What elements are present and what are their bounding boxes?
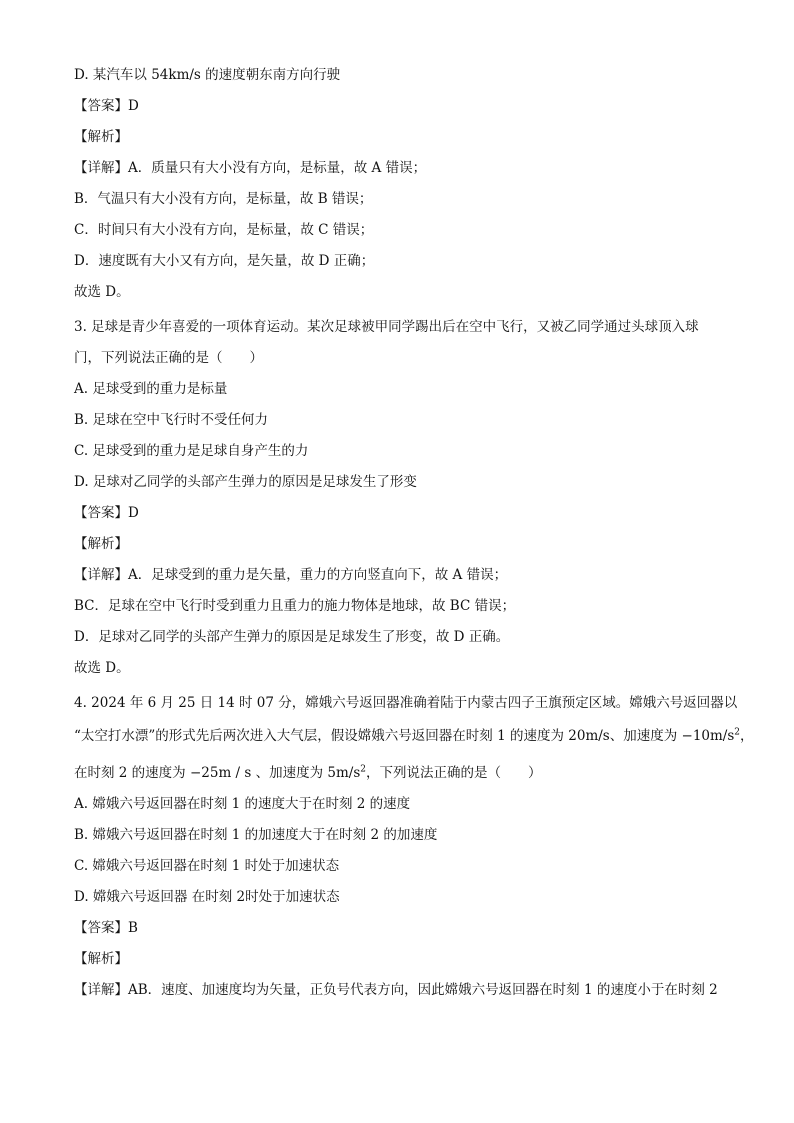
q3-answer: 【答案】D bbox=[74, 505, 139, 521]
q3-stem-line1: 3. 足球是青少年喜爱的一项体育运动。某次足球被甲同学踢出后在空中飞行，又被乙同学通过头球顶入球 bbox=[74, 319, 699, 335]
q3-conclusion: 故选 D。 bbox=[74, 660, 130, 676]
q2-detail-line: B．气温只有大小没有方向，是标量，故 B 错误； bbox=[74, 191, 373, 207]
q2-detail-line: 【详解】A．质量只有大小没有方向，是标量，故 A 错误； bbox=[74, 160, 427, 176]
q3-detail-line: 【详解】A．足球受到的重力是矢量，重力的方向竖直向下，故 A 错误； bbox=[74, 567, 508, 583]
q4-stem-line2 bbox=[74, 723, 754, 760]
q4-stem-line2-exponent: 2 bbox=[734, 727, 741, 738]
q2-conclusion: 故选 D。 bbox=[74, 284, 130, 300]
q3-detail-line: D．足球对乙同学的头部产生弹力的原因是足球发生了形变，故 D 正确。 bbox=[74, 629, 510, 645]
q2-answer: 【答案】D bbox=[74, 98, 139, 114]
exam-page bbox=[74, 64, 754, 1010]
q4-answer: 【答案】B bbox=[74, 920, 138, 936]
q4-stem-line3-tail: ，下列说法正确的是（ ） bbox=[366, 765, 542, 781]
q4-detail-line: 【详解】AB．速度、加速度均为矢量，正负号代表方向，因此嫦娥六号返回器在时刻 1 的速度小于在时刻 2 bbox=[74, 982, 718, 998]
q2-detail-line: D．速度既有大小又有方向，是矢量，故 D 正确； bbox=[74, 253, 375, 269]
q3-option-a: A. 足球受到的重力是标量 bbox=[74, 381, 228, 397]
q4-stem-line2-tail: ， bbox=[740, 728, 754, 744]
q2-option-d: D. 某汽车以 54km/s 的速度朝东南方向行驶 bbox=[74, 67, 341, 83]
q3-detail-line: BC．足球在空中飞行时受到重力且重力的施力物体是地球，故 BC 错误； bbox=[74, 598, 516, 614]
q4-stem-line3-main: 在时刻 2 的速度为 −25m / s 、加速度为 5m/s bbox=[74, 765, 361, 781]
q4-option-a: A. 嫦娥六号返回器在时刻 1 的速度大于在时刻 2 的速度 bbox=[74, 796, 411, 812]
q4-stem-line3 bbox=[74, 760, 734, 793]
q2-analysis-label: 【解析】 bbox=[74, 129, 128, 145]
q4-option-b: B. 嫦娥六号返回器在时刻 1 的加速度大于在时刻 2 的加速度 bbox=[74, 827, 438, 843]
q4-stem-line2-main: “太空打水漂”的形式先后两次进入大气层，假设嫦娥六号返回器在时刻 1 的速度为 20m/s、加速度为 −10m/s bbox=[74, 728, 735, 744]
q4-stem-line1: 4. 2024 年 6 月 25 日 14 时 07 分，嫦娥六号返回器准确着陆于内蒙古四子王旗预定区域。嫦娥六号返回器以 bbox=[74, 695, 738, 711]
q2-detail-line: C．时间只有大小没有方向，是标量，故 C 错误； bbox=[74, 222, 374, 238]
q3-option-d: D. 足球对乙同学的头部产生弹力的原因是足球发生了形变 bbox=[74, 474, 417, 490]
q4-option-d: D. 嫦娥六号返回器 在时刻 2时处于加速状态 bbox=[74, 889, 340, 905]
q3-option-b: B. 足球在空中飞行时不受任何力 bbox=[74, 412, 269, 428]
q3-stem-line2: 门，下列说法正确的是（ ） bbox=[74, 350, 263, 366]
q4-analysis-label: 【解析】 bbox=[74, 951, 128, 967]
q3-analysis-label: 【解析】 bbox=[74, 536, 128, 552]
q4-stem-line3-exponent: 2 bbox=[360, 764, 366, 775]
q4-option-c: C. 嫦娥六号返回器在时刻 1 时处于加速状态 bbox=[74, 858, 340, 874]
q3-option-c: C. 足球受到的重力是足球自身产生的力 bbox=[74, 443, 309, 459]
